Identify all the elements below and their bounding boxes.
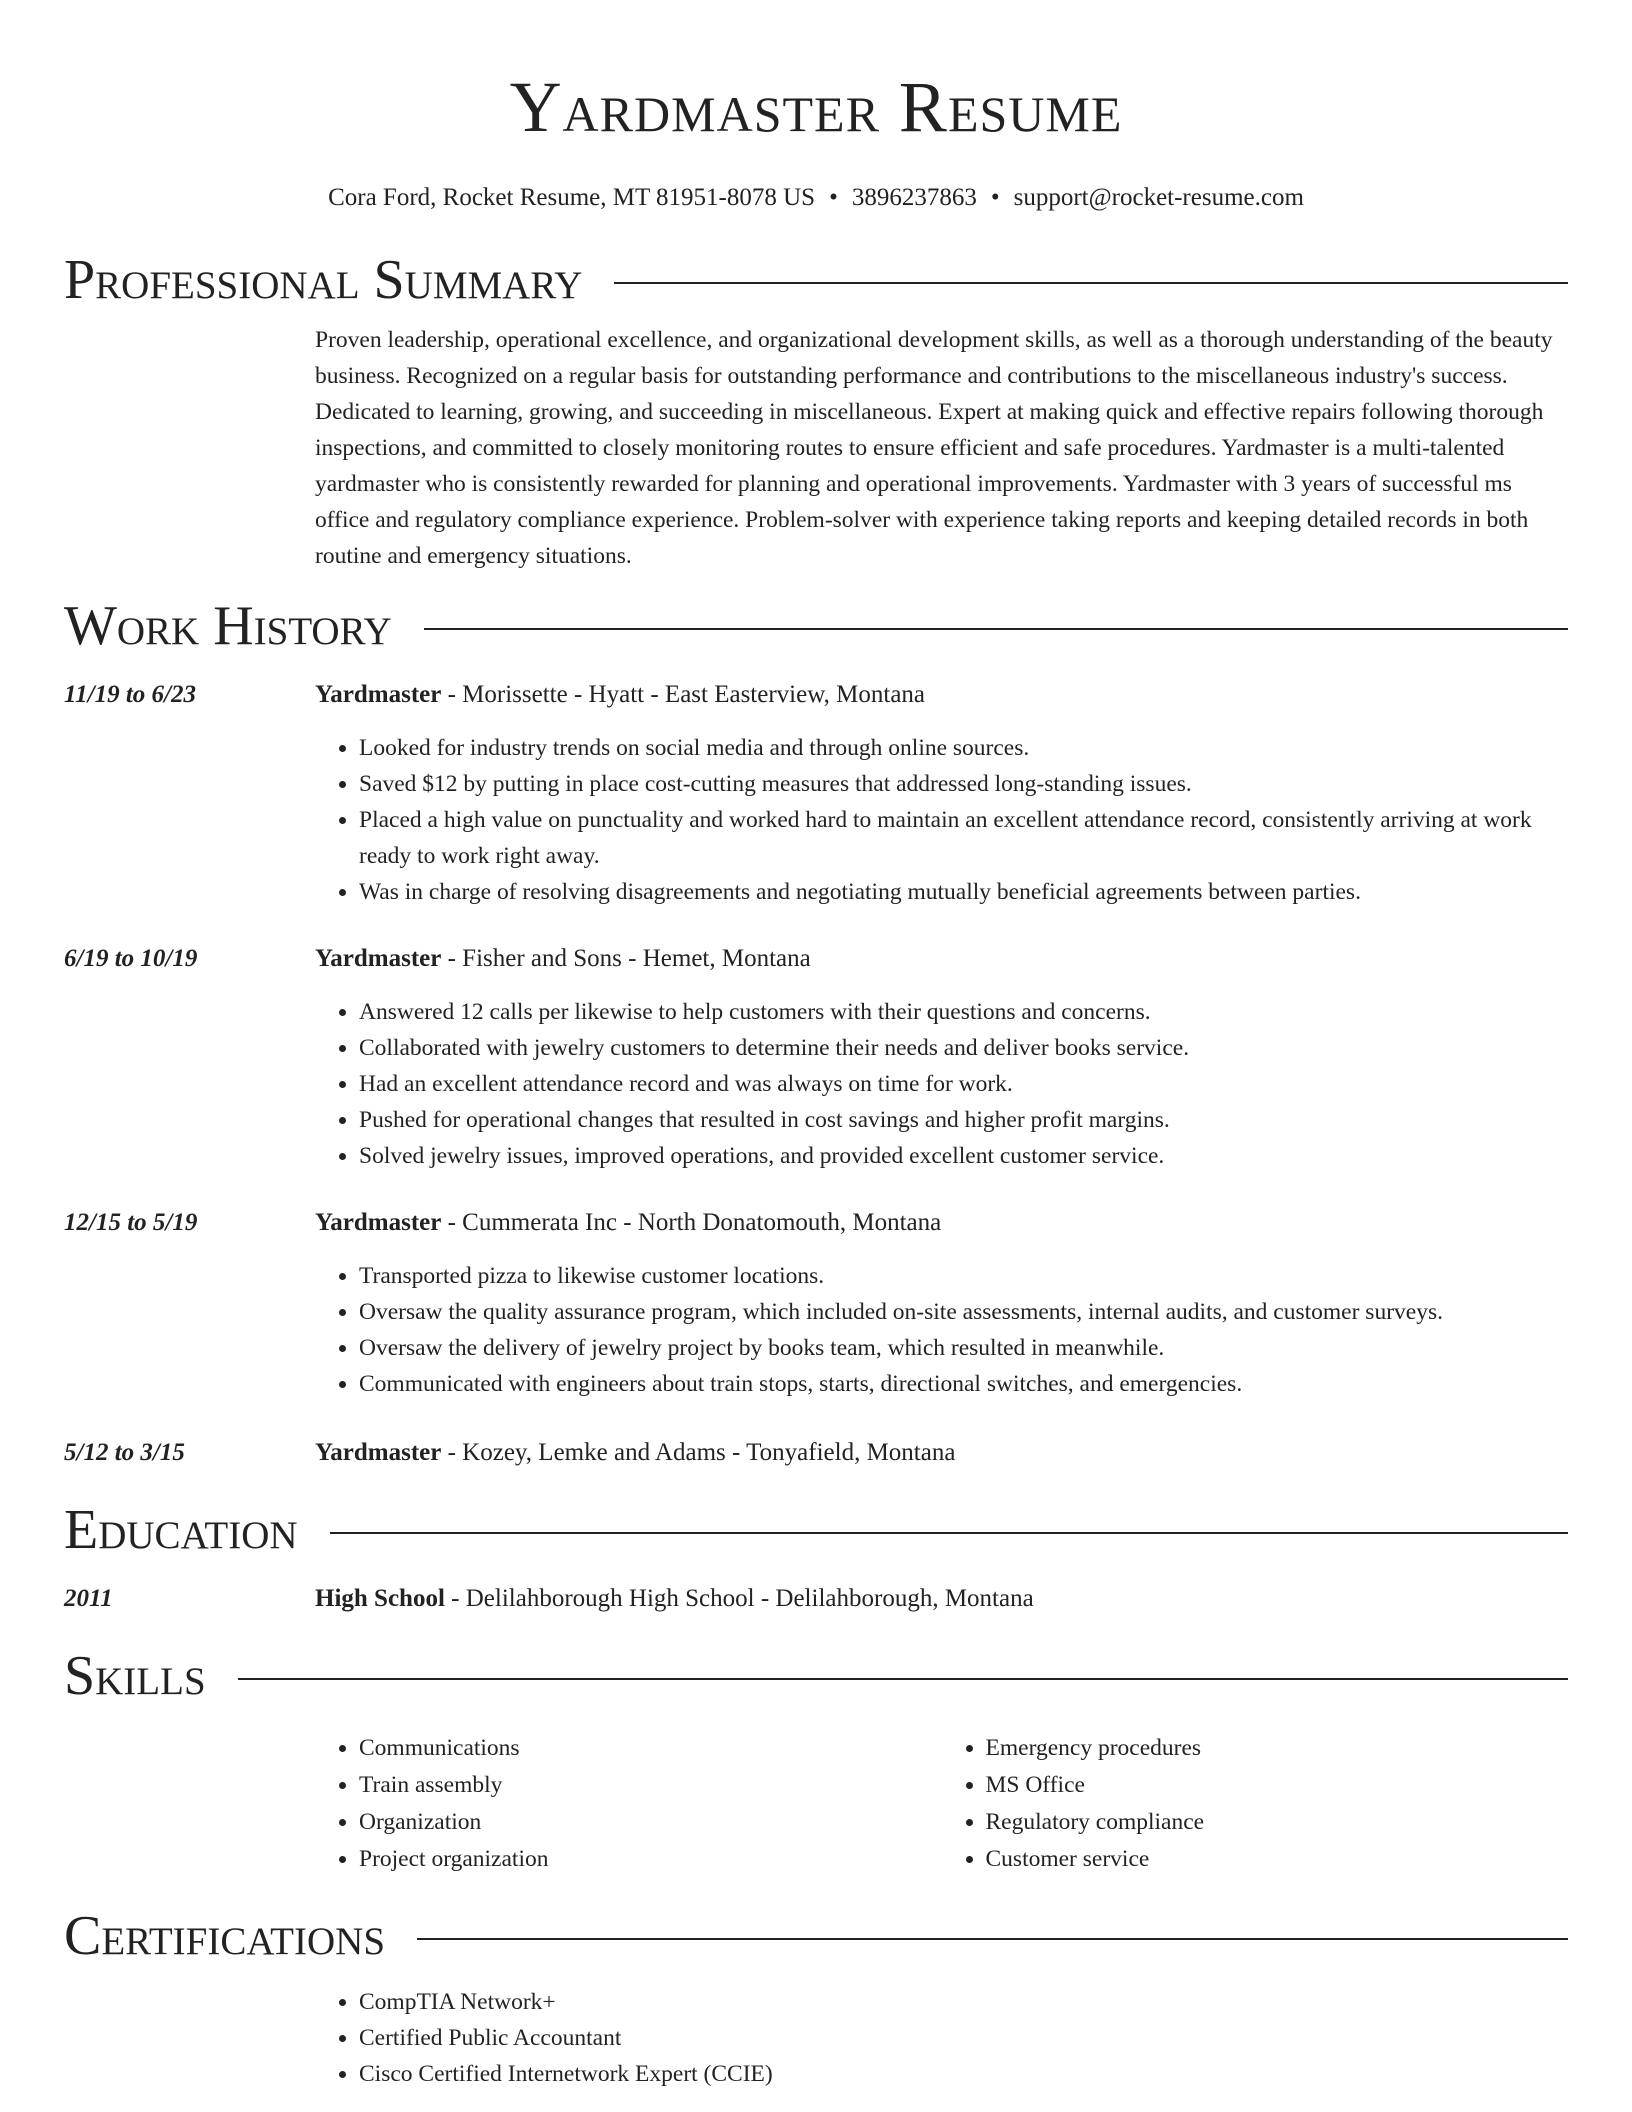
job-date: 12/15 to 5/19 xyxy=(64,1209,198,1236)
section-divider xyxy=(614,282,1568,284)
list-item: • Answered 12 calls per likewise to help customers with their questions and concerns. xyxy=(359,994,1568,1030)
skills-section-header xyxy=(64,1644,1568,1708)
job-entry xyxy=(64,678,1568,910)
job-title-line xyxy=(315,942,811,976)
list-item: • Organization xyxy=(359,1804,942,1841)
work-section-header xyxy=(64,594,1568,658)
list-item: • Certified Public Accountant xyxy=(359,2020,1568,2056)
job-details: - Cummerata Inc - North Donatomouth, Montana xyxy=(441,1209,942,1236)
list-item: • Customer service xyxy=(986,1841,1569,1878)
job-details: - Fisher and Sons - Hemet, Montana xyxy=(441,945,811,972)
resume-title: Yardmaster Resume xyxy=(509,67,1123,147)
contact-line xyxy=(64,182,1568,214)
job-details: - Morissette - Hyatt - East Easterview, Montana xyxy=(441,681,926,708)
education-date: 2011 xyxy=(64,1585,113,1612)
list-item: • Transported pizza to likewise customer locations. xyxy=(359,1258,1568,1294)
list-item: • Emergency procedures xyxy=(986,1730,1569,1767)
list-item: • Train assembly xyxy=(359,1767,942,1804)
list-item: • Oversaw the delivery of jewelry project by books team, which resulted in meanwhile. xyxy=(359,1330,1568,1366)
list-item: • Project organization xyxy=(359,1841,942,1878)
list-item: • Communicated with engineers about train stops, starts, directional switches, and emergencies. xyxy=(359,1366,1568,1402)
education-degree: High School xyxy=(315,1585,445,1612)
education-section-header xyxy=(64,1498,1568,1562)
job-title: Yardmaster xyxy=(315,1439,442,1466)
job-date: 6/19 to 10/19 xyxy=(64,945,198,972)
list-item: • Oversaw the quality assurance program, which included on-site assessments, internal audits, and customer surveys. xyxy=(359,1294,1568,1330)
list-item: • Communications xyxy=(359,1730,942,1767)
job-title-line xyxy=(315,1436,955,1470)
job-entry xyxy=(64,1436,1568,1470)
list-item: • Cisco Certified Internetwork Expert (CCIE) xyxy=(359,2056,1568,2092)
list-item: • Looked for industry trends on social media and through online sources. xyxy=(359,730,1568,766)
job-bullets xyxy=(315,1258,1568,1402)
work-heading: Work History xyxy=(64,595,392,657)
job-bullets xyxy=(315,730,1568,910)
contact-email[interactable]: support@rocket-resume.com xyxy=(1013,184,1304,211)
contact-separator: • xyxy=(990,184,1000,211)
section-divider xyxy=(417,1938,1568,1940)
list-item: • MS Office xyxy=(986,1767,1569,1804)
job-date: 5/12 to 3/15 xyxy=(64,1439,185,1466)
certifications-list xyxy=(315,1984,1568,2092)
job-entry xyxy=(64,942,1568,1174)
summary-text: Proven leadership, operational excellence, and organizational development skills, as well as a thorough understanding of the beauty business. Recognized on a regular basis for outstanding performance and contributions to the miscellaneous industry's success. Dedicated to learning, growing, and succeeding in miscellaneous. Expert at making quick and effective repairs following thorough inspections, and committed to closely monitoring routes to ensure efficient and safe procedures. Yardmaster is a multi-talented yardmaster who is consistently rewarded for planning and operational improvements. Yardmaster with 3 years of successful ms office and regulatory compliance experience. Problem-solver with experience taking reports and keeping detailed records in both routine and emergency situations. xyxy=(315,327,1553,569)
summary-heading: Professional Summary xyxy=(64,249,583,311)
list-item: • Solved jewelry issues, improved operations, and provided excellent customer service. xyxy=(359,1138,1568,1174)
contact-phone: 3896237863 xyxy=(851,184,977,211)
skills-grid xyxy=(315,1730,1568,1878)
section-divider xyxy=(424,628,1568,630)
education-entry xyxy=(64,1582,1568,1616)
education-details: - Delilahborough High School - Delilahborough, Montana xyxy=(444,1585,1034,1612)
list-item: • Pushed for operational changes that resulted in cost savings and higher profit margins. xyxy=(359,1102,1568,1138)
certifications-section-header xyxy=(64,1904,1568,1968)
job-title: Yardmaster xyxy=(315,681,442,708)
section-divider xyxy=(238,1678,1568,1680)
section-divider xyxy=(330,1532,1568,1534)
list-item: • CompTIA Network+ xyxy=(359,1984,1568,2020)
skills-list-right xyxy=(942,1730,1569,1878)
skills-list-left xyxy=(315,1730,942,1878)
skills-heading: Skills xyxy=(64,1645,206,1707)
resume-page xyxy=(64,0,1568,2092)
contact-address: Cora Ford, Rocket Resume, MT 81951-8078 US xyxy=(328,184,816,211)
list-item: • Regulatory compliance xyxy=(986,1804,1569,1841)
list-item: • Collaborated with jewelry customers to determine their needs and deliver books service. xyxy=(359,1030,1568,1066)
job-entry xyxy=(64,1206,1568,1402)
job-details: - Kozey, Lemke and Adams - Tonyafield, Montana xyxy=(441,1439,956,1466)
list-item: • Saved $12 by putting in place cost-cutting measures that addressed long-standing issues. xyxy=(359,766,1568,802)
list-item: • Placed a high value on punctuality and worked hard to maintain an excellent attendance record, consistently arriving at work ready to work right away. xyxy=(359,802,1568,874)
job-title: Yardmaster xyxy=(315,945,442,972)
job-date: 11/19 to 6/23 xyxy=(64,681,196,708)
list-item: • Was in charge of resolving disagreements and negotiating mutually beneficial agreements between parties. xyxy=(359,874,1568,910)
list-item: • Had an excellent attendance record and was always on time for work. xyxy=(359,1066,1568,1102)
job-title-line xyxy=(315,678,925,712)
education-heading: Education xyxy=(64,1499,298,1561)
summary-section-header xyxy=(64,248,1568,312)
job-title: Yardmaster xyxy=(315,1209,442,1236)
certifications-heading: Certifications xyxy=(64,1905,386,1967)
job-bullets xyxy=(315,994,1568,1174)
education-line xyxy=(315,1582,1034,1616)
contact-separator: • xyxy=(829,184,838,211)
job-title-line xyxy=(315,1206,941,1240)
